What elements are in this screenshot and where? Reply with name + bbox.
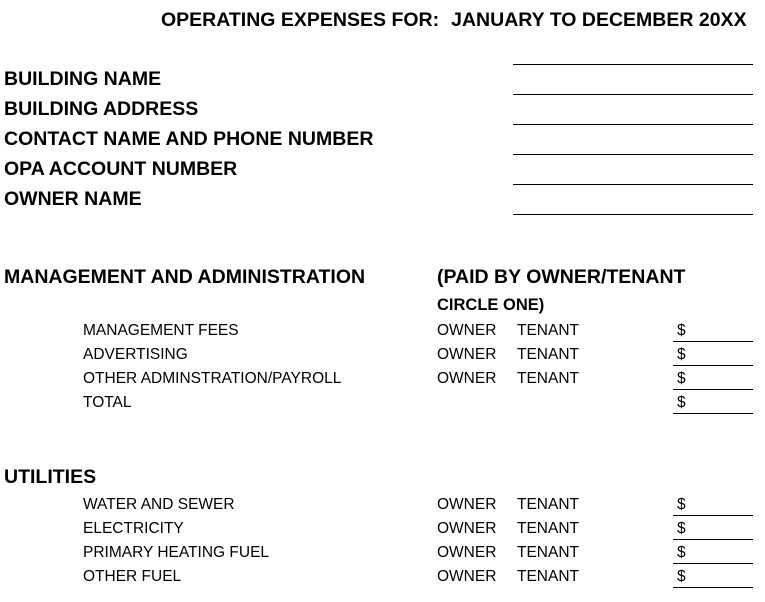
tenant-option[interactable]: TENANT xyxy=(517,496,579,513)
tenant-option[interactable]: TENANT xyxy=(517,370,579,387)
owner-option[interactable]: OWNER xyxy=(437,322,497,339)
tenant-option[interactable]: TENANT xyxy=(517,346,579,363)
owner-option[interactable]: OWNER xyxy=(437,568,497,585)
row-label: MANAGEMENT FEES xyxy=(83,322,239,339)
tenant-option[interactable]: TENANT xyxy=(517,568,579,585)
row-label: ADVERTISING xyxy=(83,346,188,363)
contact-name-phone-label: CONTACT NAME AND PHONE NUMBER xyxy=(4,128,374,150)
total-amount-field[interactable]: $ xyxy=(673,391,753,414)
row-label: OTHER ADMINSTRATION/PAYROLL xyxy=(83,370,342,387)
total-label: TOTAL xyxy=(83,394,132,411)
opa-account-number-field[interactable] xyxy=(513,154,753,155)
owner-option[interactable]: OWNER xyxy=(437,544,497,561)
title-period: JANUARY TO DECEMBER 20XX xyxy=(451,9,747,31)
title-label: OPERATING EXPENSES FOR: xyxy=(161,9,440,31)
amount-field[interactable]: $ xyxy=(673,319,753,342)
circle-one-note: CIRCLE ONE) xyxy=(437,296,545,314)
owner-option[interactable]: OWNER xyxy=(437,346,497,363)
owner-name-field[interactable] xyxy=(513,184,753,185)
management-heading: MANAGEMENT AND ADMINISTRATION xyxy=(4,266,366,288)
paid-by-heading: (PAID BY OWNER/TENANT xyxy=(437,266,686,288)
utilities-heading: UTILITIES xyxy=(4,466,97,488)
owner-option[interactable]: OWNER xyxy=(437,496,497,513)
tenant-option[interactable]: TENANT xyxy=(517,544,579,561)
amount-field[interactable]: $ xyxy=(673,565,753,588)
owner-option[interactable]: OWNER xyxy=(437,370,497,387)
amount-field[interactable]: $ xyxy=(673,343,753,366)
building-address-field[interactable] xyxy=(513,94,753,95)
amount-field[interactable]: $ xyxy=(673,493,753,516)
tenant-option[interactable]: TENANT xyxy=(517,520,579,537)
tenant-option[interactable]: TENANT xyxy=(517,322,579,339)
amount-field[interactable]: $ xyxy=(673,367,753,390)
amount-field[interactable]: $ xyxy=(673,541,753,564)
page-title xyxy=(161,9,747,32)
building-name-label: BUILDING NAME xyxy=(4,68,162,90)
row-label: ELECTRICITY xyxy=(83,520,184,537)
owner-option[interactable]: OWNER xyxy=(437,520,497,537)
building-name-field[interactable] xyxy=(513,64,753,65)
owner-name-label: OWNER NAME xyxy=(4,188,142,210)
row-label: OTHER FUEL xyxy=(83,568,182,585)
row-label: PRIMARY HEATING FUEL xyxy=(83,544,270,561)
opa-account-number-label: OPA ACCOUNT NUMBER xyxy=(4,158,238,180)
contact-name-phone-field[interactable] xyxy=(513,124,753,125)
owner-name-underline[interactable] xyxy=(513,214,753,215)
row-label: WATER AND SEWER xyxy=(83,496,235,513)
amount-field[interactable]: $ xyxy=(673,517,753,540)
building-address-label: BUILDING ADDRESS xyxy=(4,98,199,120)
